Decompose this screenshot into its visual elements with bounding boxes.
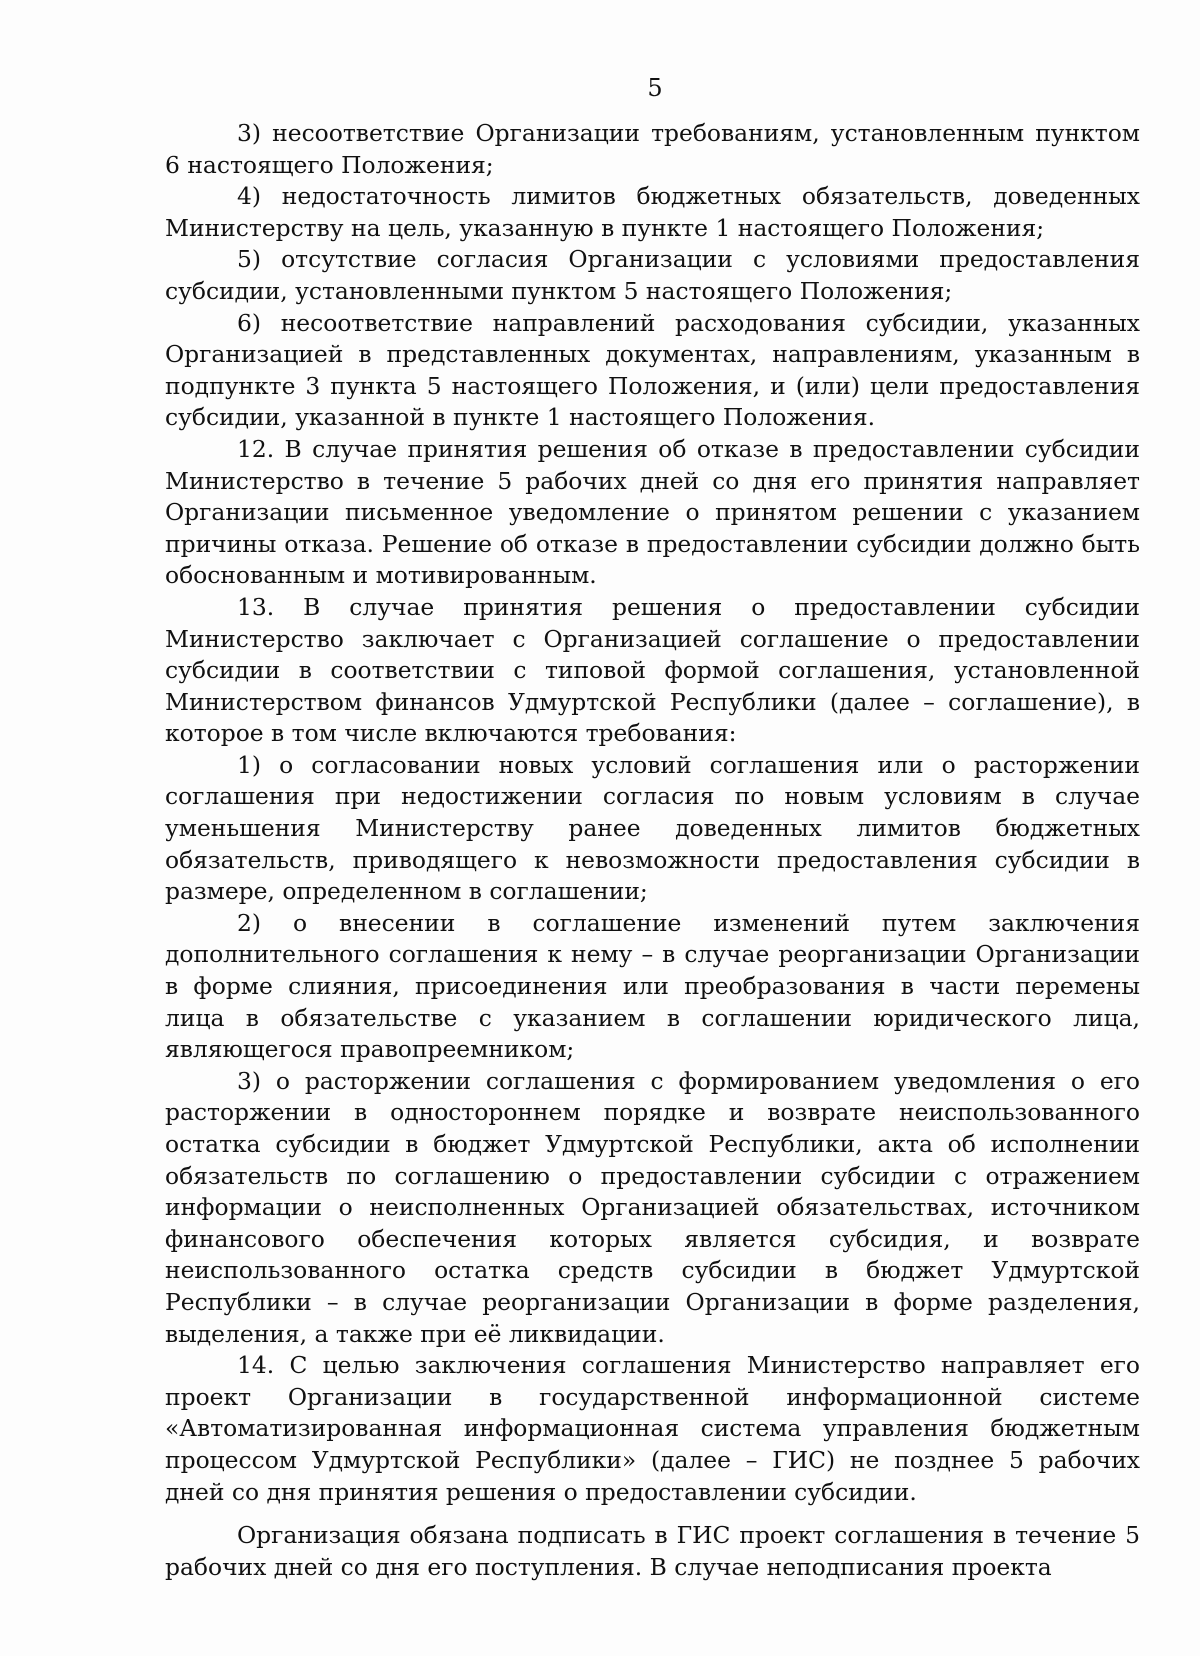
paragraph-clause-14: 14. С целью заключения соглашения Министерство направляет его проект Организации в государственной информационной системе «Автоматизированная информационная система управления бюджетным процессом Удмуртской Республики» (далее – ГИС) не позднее 5 рабочих дней со дня принятия решения о предоставлении субсидии. [165,1351,1140,1506]
paragraph-requirement-2: 2) о внесении в соглашение изменений путем заключения дополнительного соглашения к нему – в случае реорганизации Организации в форме слияния, присоединения или преобразования в части перемены лица в обязательстве с указанием в соглашении юридического лица, являющегося правопреемником; [165,908,1140,1064]
paragraph-item-6: 6) несоответствие направлений расходования субсидии, указанных Организацией в представленных документах, направлениям, указанным в подпункте 3 пункта 5 настоящего Положения, и (или) цели предоставления субсидии, указанной в пункте 1 настоящего Положения. [165,308,1140,432]
paragraph-clause-12: 12. В случае принятия решения об отказе в предоставлении субсидии Министерство в течение 5 рабочих дней со дня его принятия направляет Организации письменное уведомление о принятом решении с указанием причины отказа. Решение об отказе в предоставлении субсидии должно быть обоснованным и мотивированным. [165,434,1140,590]
paragraph-item-3: 3) несоответствие Организации требованиям, установленным пунктом 6 настоящего Положения; [165,119,1140,179]
paragraph-item-4: 4) недостаточность лимитов бюджетных обязательств, доведенных Министерству на цель, указанную в пункте 1 настоящего Положения; [165,182,1140,242]
page-number: 5 [647,74,663,102]
paragraph-requirement-3: 3) о расторжении соглашения с формированием уведомления о его расторжении в одностороннем порядке и возврате неиспользованного остатка субсидии в бюджет Удмуртской Республики, акта об исполнении обязательств по соглашению о предоставлении субсидии с отражением информации о неисполненных Организацией обязательствах, источником финансового обеспечения которых является субсидия, и возврате неиспользованного остатка средств субсидии в бюджет Удмуртской Республики – в случае реорганизации Организации в форме разделения, выделения, а также при её ликвидации. [165,1066,1140,1348]
paragraph-item-5: 5) отсутствие согласия Организации с условиями предоставления субсидии, установленными пунктом 5 настоящего Положения; [165,245,1140,305]
paragraph-signing-obligation: Организация обязана подписать в ГИС проект соглашения в течение 5 рабочих дней со дня его поступления. В случае неподписания проекта [165,1521,1140,1581]
paragraph-clause-13: 13. В случае принятия решения о предоставлении субсидии Министерство заключает с Организацией соглашение о предоставлении субсидии в соответствии с типовой формой соглашения, установленной Министерством финансов Удмуртской Республики (далее – соглашение), в которое в том числе включаются требования: [165,592,1140,748]
paragraph-requirement-1: 1) о согласовании новых условий соглашения или о расторжении соглашения при недостижении согласия по новым условиям в случае уменьшения Министерству ранее доведенных лимитов бюджетных обязательств, приводящего к невозможности предоставления субсидии в размере, определенном в соглашении; [165,750,1140,906]
document-body [165,118,1140,1583]
